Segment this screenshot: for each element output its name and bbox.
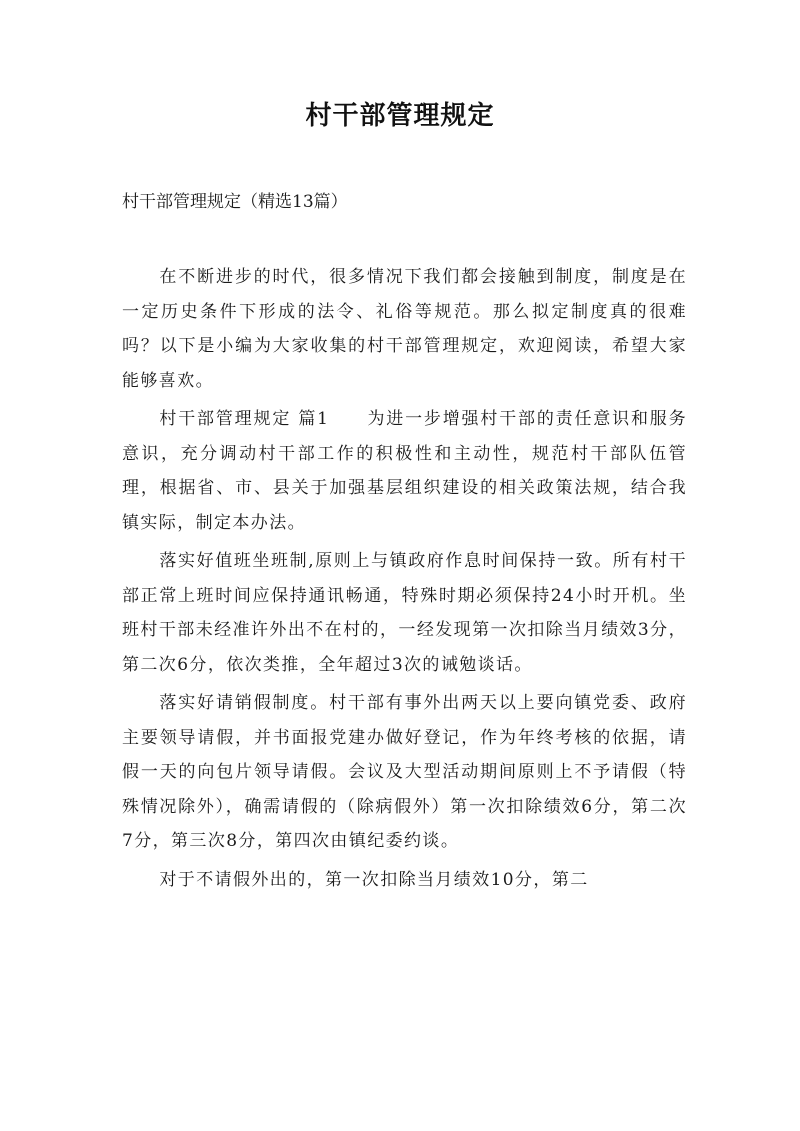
- document-subtitle: 村干部管理规定（精选13篇）: [122, 192, 348, 212]
- paragraph-unauthorized-absence: 对于不请假外出的，第一次扣除当月绩效10分，第二: [159, 869, 589, 890]
- document-body: [122, 260, 687, 901]
- paragraph-article-1: 村干部管理规定 篇1 为进一步增强村干部的责任意识和服务意识，充分调动村干部工作的积极性和主动性，规范村干部队伍管理，根据省、市、县关于加强基层组织建设的相关政策法规，结合我镇实际，制定本办法。: [122, 409, 687, 533]
- paragraph-duty-system: 落实好值班坐班制,原则上与镇政府作息时间保持一致。所有村干部正常上班时间应保持通讯畅通，特殊时期必须保持24小时开机。坐班村干部未经准许外出不在村的，一经发现第一次扣除当月绩效3分，第二次6分，依次类推，全年超过3次的诫勉谈话。: [122, 551, 687, 675]
- document-title: 村干部管理规定: [305, 101, 495, 131]
- paragraph-intro: 在不断进步的时代，很多情况下我们都会接触到制度，制度是在一定历史条件下形成的法令、礼俗等规范。那么拟定制度真的很难吗？以下是小编为大家收集的村干部管理规定，欢迎阅读，希望大家能够喜欢。: [122, 267, 687, 391]
- paragraph-leave-system: 落实好请销假制度。村干部有事外出两天以上要向镇党委、政府主要领导请假，并书面报党建办做好登记，作为年终考核的依据，请假一天的向包片领导请假。会议及大型活动期间原则上不予请假（特殊情况除外），确需请假的（除病假外）第一次扣除绩效6分，第二次7分，第三次8分，第四次由镇纪委约谈。: [122, 693, 687, 851]
